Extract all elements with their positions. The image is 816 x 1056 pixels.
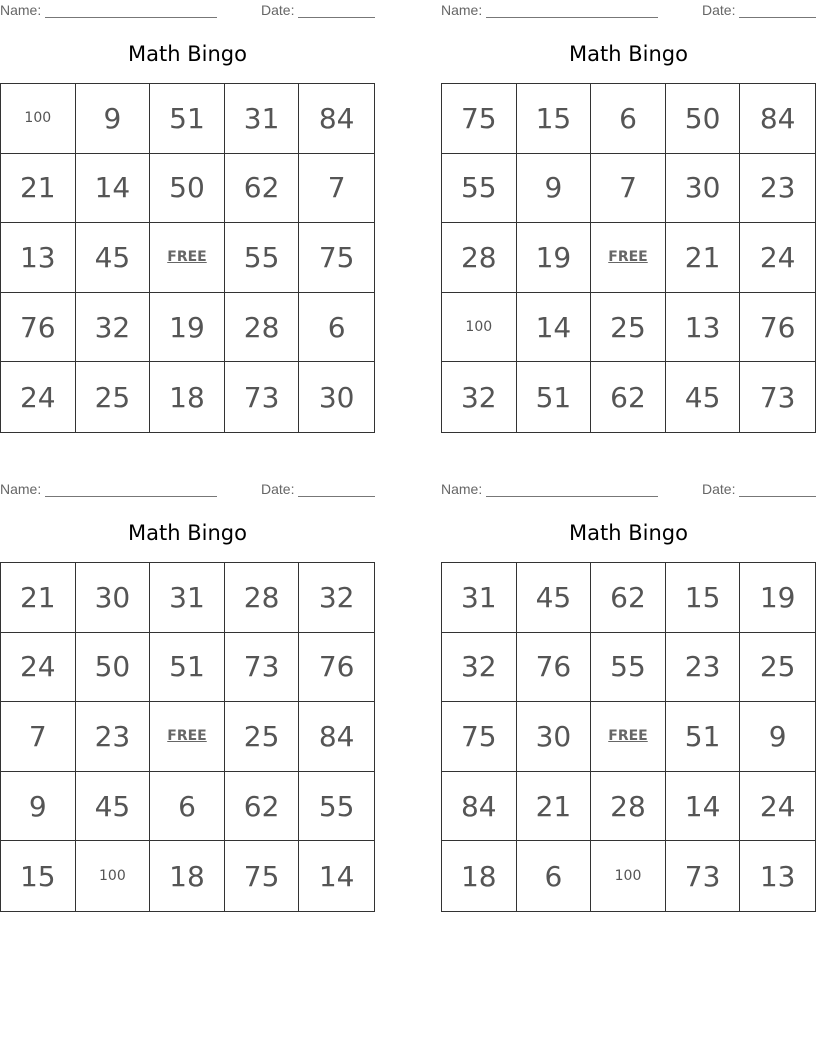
- free-cell[interactable]: FREE: [150, 223, 225, 293]
- bingo-cell[interactable]: 31: [150, 563, 225, 633]
- bingo-cell[interactable]: 73: [759, 380, 796, 414]
- card-header: [0, 0, 375, 20]
- bingo-cell[interactable]: 15: [666, 563, 741, 633]
- bingo-cell[interactable]: 55: [591, 633, 666, 703]
- bingo-cell[interactable]: 50: [76, 633, 151, 703]
- bingo-cell[interactable]: 19: [517, 223, 592, 293]
- bingo-cell[interactable]: 15: [1, 841, 76, 911]
- bingo-cell[interactable]: 19: [740, 563, 815, 633]
- card-title: Math Bingo: [569, 521, 688, 545]
- date-label: Date:: [261, 481, 295, 497]
- bingo-cell[interactable]: 13: [759, 859, 796, 893]
- bingo-cell[interactable]: 13: [666, 293, 741, 363]
- free-cell[interactable]: FREE: [150, 702, 225, 772]
- bingo-cell[interactable]: 14: [76, 154, 151, 224]
- bingo-card: [0, 479, 375, 893]
- name-label: Name:: [441, 481, 483, 497]
- bingo-cell[interactable]: 51: [150, 84, 225, 154]
- free-cell[interactable]: FREE: [591, 223, 666, 293]
- bingo-cell[interactable]: 62: [225, 154, 300, 224]
- bingo-cell[interactable]: 6: [299, 293, 374, 363]
- bingo-cell[interactable]: 30: [517, 702, 592, 772]
- bingo-cell[interactable]: 55: [225, 223, 300, 293]
- bingo-cell[interactable]: 76: [299, 633, 374, 703]
- bingo-cell[interactable]: 30: [666, 154, 741, 224]
- bingo-cell[interactable]: 30: [318, 380, 355, 414]
- bingo-cell[interactable]: 14: [666, 772, 741, 842]
- date-label: Date:: [702, 481, 736, 497]
- bingo-cell[interactable]: 21: [666, 223, 741, 293]
- bingo-cell[interactable]: 100: [442, 293, 517, 363]
- bingo-cell[interactable]: 84: [299, 702, 374, 772]
- bingo-cell[interactable]: 24: [1, 362, 76, 432]
- bingo-cell[interactable]: 6: [517, 841, 592, 911]
- bingo-cell[interactable]: 32: [442, 633, 517, 703]
- bingo-cell[interactable]: 55: [299, 772, 374, 842]
- bingo-cell[interactable]: 84: [442, 772, 517, 842]
- bingo-cell[interactable]: 25: [740, 633, 815, 703]
- bingo-cell[interactable]: 75: [225, 841, 300, 911]
- bingo-cell[interactable]: 84: [740, 84, 815, 154]
- bingo-cell[interactable]: 18: [150, 841, 225, 911]
- bingo-cell[interactable]: 28: [225, 293, 300, 363]
- card-title: Math Bingo: [128, 521, 247, 545]
- bingo-cell[interactable]: 9: [517, 154, 592, 224]
- bingo-cell[interactable]: 100: [1, 84, 76, 154]
- bingo-cell[interactable]: 7: [591, 154, 666, 224]
- bingo-cell[interactable]: 6: [591, 84, 666, 154]
- bingo-cell[interactable]: 25: [76, 362, 151, 432]
- bingo-cell[interactable]: 50: [150, 154, 225, 224]
- free-cell[interactable]: FREE: [591, 702, 666, 772]
- bingo-cell[interactable]: 62: [591, 362, 666, 432]
- bingo-cell[interactable]: 84: [299, 84, 374, 154]
- bingo-cell[interactable]: 25: [591, 293, 666, 363]
- bingo-cell[interactable]: 75: [299, 223, 374, 293]
- bingo-cell[interactable]: 51: [517, 362, 592, 432]
- bingo-cell[interactable]: 45: [666, 362, 741, 432]
- name-label: Name:: [0, 481, 42, 497]
- bingo-cell[interactable]: 28: [225, 563, 300, 633]
- bingo-card: [441, 479, 816, 893]
- bingo-cell[interactable]: 75: [442, 84, 517, 154]
- bingo-cell[interactable]: 32: [442, 362, 517, 432]
- bingo-cell[interactable]: 100: [591, 841, 666, 911]
- bingo-cell[interactable]: 24: [1, 633, 76, 703]
- bingo-card: [0, 0, 375, 414]
- bingo-cell[interactable]: 23: [76, 702, 151, 772]
- card-title: Math Bingo: [569, 42, 688, 66]
- bingo-cell[interactable]: 7: [299, 154, 374, 224]
- bingo-cell[interactable]: 23: [740, 154, 815, 224]
- card-header: [0, 479, 375, 499]
- date-field[interactable]: [298, 496, 375, 497]
- bingo-cell[interactable]: 15: [517, 84, 592, 154]
- bingo-grid: [441, 83, 816, 433]
- bingo-cell[interactable]: 14: [318, 859, 355, 893]
- bingo-cell[interactable]: 24: [740, 223, 815, 293]
- card-title: Math Bingo: [128, 42, 247, 66]
- bingo-cell[interactable]: 23: [666, 633, 741, 703]
- bingo-cell[interactable]: 76: [517, 633, 592, 703]
- bingo-cell[interactable]: 62: [225, 772, 300, 842]
- date-field[interactable]: [298, 17, 375, 18]
- bingo-cell[interactable]: 9: [1, 772, 76, 842]
- bingo-cell[interactable]: 32: [299, 563, 374, 633]
- bingo-cell[interactable]: 32: [76, 293, 151, 363]
- bingo-cell[interactable]: 50: [666, 84, 741, 154]
- bingo-cell[interactable]: 73: [225, 362, 300, 432]
- bingo-cell[interactable]: 9: [740, 702, 815, 772]
- bingo-cell[interactable]: 28: [442, 223, 517, 293]
- card-header: [441, 0, 816, 20]
- bingo-cell[interactable]: 75: [442, 702, 517, 772]
- bingo-cell[interactable]: 62: [591, 563, 666, 633]
- bingo-cell[interactable]: 7: [1, 702, 76, 772]
- name-label: Name:: [0, 2, 42, 18]
- name-field[interactable]: [45, 17, 217, 18]
- name-label: Name:: [441, 2, 483, 18]
- bingo-cell[interactable]: 31: [442, 563, 517, 633]
- bingo-cell[interactable]: 51: [666, 702, 741, 772]
- bingo-cell[interactable]: 18: [150, 362, 225, 432]
- bingo-cell[interactable]: 76: [740, 293, 815, 363]
- bingo-cell[interactable]: 25: [225, 702, 300, 772]
- bingo-cell[interactable]: 31: [225, 84, 300, 154]
- bingo-cell[interactable]: 18: [442, 841, 517, 911]
- name-field[interactable]: [486, 17, 658, 18]
- bingo-cell[interactable]: 24: [740, 772, 815, 842]
- bingo-cell[interactable]: 100: [76, 841, 151, 911]
- bingo-cell[interactable]: 21: [1, 154, 76, 224]
- bingo-cell[interactable]: 14: [517, 293, 592, 363]
- bingo-cell[interactable]: 21: [517, 772, 592, 842]
- bingo-cell[interactable]: 76: [1, 293, 76, 363]
- bingo-cell[interactable]: 45: [76, 772, 151, 842]
- date-label: Date:: [261, 2, 295, 18]
- bingo-cell[interactable]: 21: [1, 563, 76, 633]
- name-field[interactable]: [486, 496, 658, 497]
- bingo-grid: [0, 83, 375, 433]
- bingo-cell[interactable]: 45: [76, 223, 151, 293]
- card-header: [441, 479, 816, 499]
- date-label: Date:: [702, 2, 736, 18]
- bingo-cell[interactable]: 28: [591, 772, 666, 842]
- bingo-card: [441, 0, 816, 414]
- bingo-cell[interactable]: 51: [150, 633, 225, 703]
- date-field[interactable]: [739, 496, 816, 497]
- name-field[interactable]: [45, 496, 217, 497]
- bingo-cell[interactable]: 13: [1, 223, 76, 293]
- bingo-cell[interactable]: 9: [76, 84, 151, 154]
- bingo-grid: [441, 562, 816, 912]
- bingo-cell[interactable]: 45: [517, 563, 592, 633]
- bingo-cell[interactable]: 73: [225, 633, 300, 703]
- bingo-cell[interactable]: 55: [442, 154, 517, 224]
- bingo-cell[interactable]: 73: [666, 841, 741, 911]
- bingo-cell[interactable]: 30: [76, 563, 151, 633]
- bingo-cell[interactable]: 19: [150, 293, 225, 363]
- bingo-grid: [0, 562, 375, 912]
- bingo-cell[interactable]: 6: [150, 772, 225, 842]
- date-field[interactable]: [739, 17, 816, 18]
